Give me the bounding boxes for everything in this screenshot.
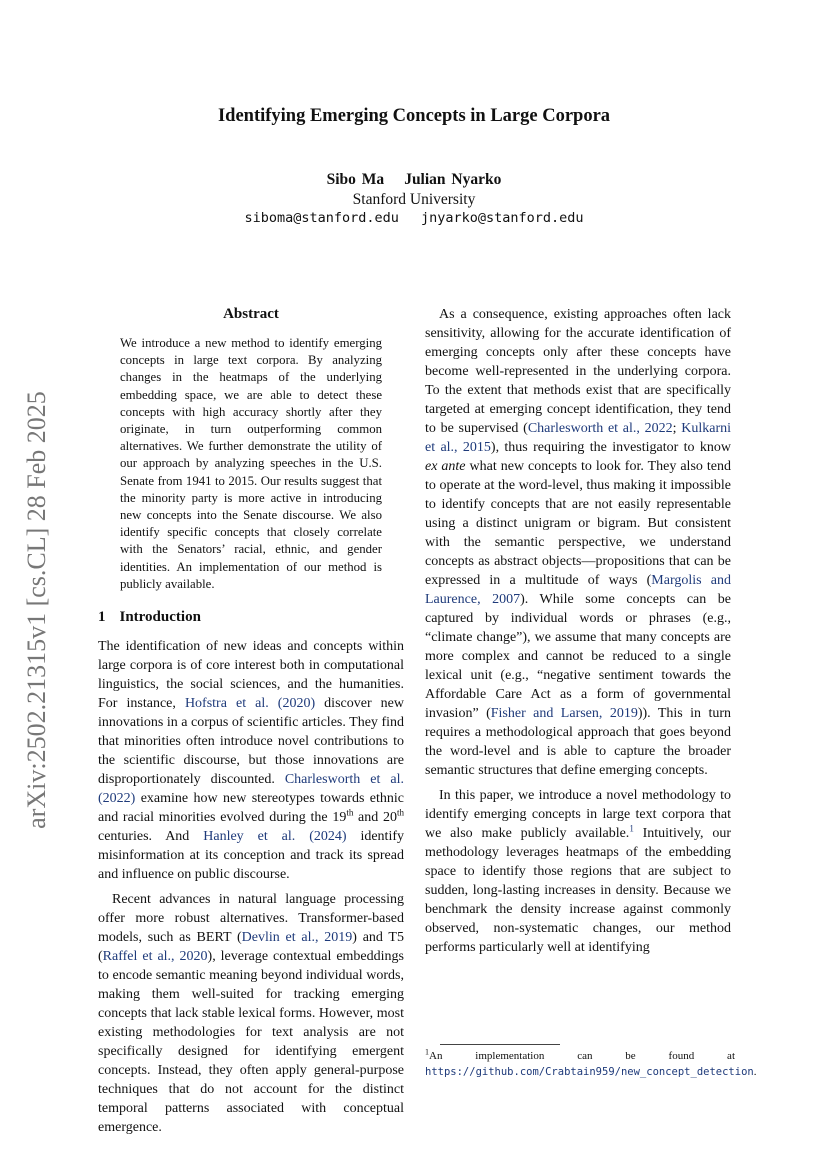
text-run: centuries. And: [98, 829, 204, 845]
section-heading: [98, 608, 404, 627]
left-column: [98, 305, 404, 1143]
author-name: Julian Nyarko: [404, 171, 502, 188]
section-title: Introduction: [119, 609, 201, 626]
email[interactable]: jnyarko@stanford.edu: [420, 210, 584, 226]
text-run: examine how new stereotypes towards ethnic and racial minorities evolved during the 19: [98, 791, 404, 826]
footnote-link[interactable]: 1: [629, 823, 634, 834]
text-run: identify misinformation at its conception and track its spread and influence on public discourse.: [98, 829, 404, 883]
citation-link[interactable]: Raffel et al., 2020: [102, 949, 208, 965]
footnote-url-link[interactable]: https://github.com/Crabtain959/new_concept_detection: [425, 1066, 754, 1078]
footnote: [425, 1047, 757, 1080]
arxiv-stamp: arXiv:2502.21315v1 [cs.CL] 28 Feb 2025: [22, 391, 51, 829]
author-name: Sibo Ma: [326, 171, 385, 188]
citation-link[interactable]: Margolis and Laurence, 2007: [425, 573, 731, 607]
emphasis: ex ante: [425, 459, 466, 474]
text-run: In this paper, we introduce a novel methodology to identify emerging concepts in large text corpora that we also make publicly available.: [425, 788, 731, 841]
citation-link[interactable]: Charlesworth et al. (2022): [98, 772, 404, 807]
citation-link[interactable]: Kulkarni et al., 2015: [425, 421, 732, 455]
text-run: ), thus requiring the investigator to know: [490, 440, 731, 455]
text-run: As a consequence, existing approaches often lack sensitivity, allowing for the accurate identification of emerging concepts only after these concepts have become well-represented in the underlying corpora. To the extent that methods exist that are specifically targeted at emerging concept identification, they tend to be supervised (: [425, 307, 731, 436]
citation-link[interactable]: Hofstra et al. (2020): [184, 696, 316, 712]
author-emails: [0, 210, 828, 226]
paragraph: [98, 637, 404, 884]
text-run: discover new innovations in a corpus of scientific articles. They find that minorities often introduce novel contributions to the scientific discourse, but those innovations are disproportionately discounted.: [98, 696, 404, 788]
text-run: ). While some concepts can be captured by individual words or phrases (e.g., “climate change”), we assume that many concepts are more complex and cannot be reduced to a single lexical unit (e.g., “negative sentiment towards the Affordable Care Act as a form of governmental invasion” (: [425, 592, 731, 721]
text-run: and 20: [353, 810, 397, 826]
affiliation: Stanford University: [352, 191, 476, 208]
citation-link[interactable]: Charlesworth et al., 2022: [527, 421, 673, 436]
citation-link[interactable]: Devlin et al., 2019: [241, 930, 353, 946]
superscript: th: [396, 807, 404, 818]
text-run: Recent advances in natural language processing offer more robust alternatives. Transformer-based models, such as BERT (: [98, 892, 404, 946]
citation-link[interactable]: Fisher and Larsen, 2019: [490, 706, 638, 721]
footnote-number: 1: [425, 1047, 429, 1057]
footnote-divider: [440, 1044, 560, 1045]
text-run: Intuitively, our methodology leverages heatmaps of the embedding space to identify those regions that are subject to sudden, long-lasting increases in density. Because we benchmark the density increase against commonly observed, non-systematic changes, our method performs particularly well at identifying: [425, 826, 731, 955]
text-run: ), leverage contextual embeddings to encode semantic meaning beyond individual words, making them well-suited for tracking emerging concepts that lack stable lexical forms. However, most existing methodologies for text analysis are not specifically designed for identifying emergent concepts. Instead, they often apply general-purpose techniques that do not account for the distinct temporal patterns associated with conceptual emergence.: [98, 949, 404, 1136]
citation-link[interactable]: Hanley et al. (2024): [203, 829, 347, 845]
text-run: ) and T5 (: [98, 930, 404, 965]
right-column: [425, 305, 731, 963]
author-list: [0, 171, 828, 189]
email[interactable]: siboma@stanford.edu: [244, 210, 399, 226]
text-run: what new concepts to look for. They also tend to operate at the word-level, thus making it impossible to identify concepts that are not easily representable using a distinct unigram or bigram. But consistent with the semantic perspective, we understand concepts as abstract objects—propositions that can be expressed in a multitude of ways (: [425, 459, 731, 588]
footnote-end: .: [753, 1066, 757, 1078]
text-run: )). This in turn requires a methodological approach that goes beyond the word-level and is able to capture the broader semantic structures that define emerging concepts.: [425, 706, 731, 778]
paragraph: [425, 305, 731, 780]
text-run: ;: [672, 421, 682, 436]
abstract-heading: Abstract: [223, 306, 279, 322]
paper-title: Identifying Emerging Concepts in Large Corpora: [217, 106, 611, 126]
abstract-text: We introduce a new method to identify emerging concepts in large text corpora. By analyzing changes in the heatmaps of the underlying embedding space, we are able to detect these concepts with high accuracy shortly after they originate, in turn outperforming common alternatives. We further demonstrate the utility of our approach by analyzing speeches in the U.S. Senate from 1941 to 2015. Our results suggest that the minority party is more active in introducing new concepts into the Senate discourse. We also identify specific concepts that closely correlate with the Senators’ racial, ethnic, and gender identities. An implementation of our method is publicly available.: [120, 336, 382, 591]
superscript: th: [346, 807, 354, 818]
section-number: 1: [98, 609, 106, 626]
footnote-text: An implementation can be found at: [429, 1050, 735, 1062]
paragraph: [425, 786, 731, 957]
text-run: The identification of new ideas and concepts within large corpora is of core interest both in computational linguistics, the social sciences, and the humanities. For instance,: [98, 639, 404, 712]
paragraph: [98, 890, 404, 1137]
arxiv-sidebar: [22, 365, 52, 855]
